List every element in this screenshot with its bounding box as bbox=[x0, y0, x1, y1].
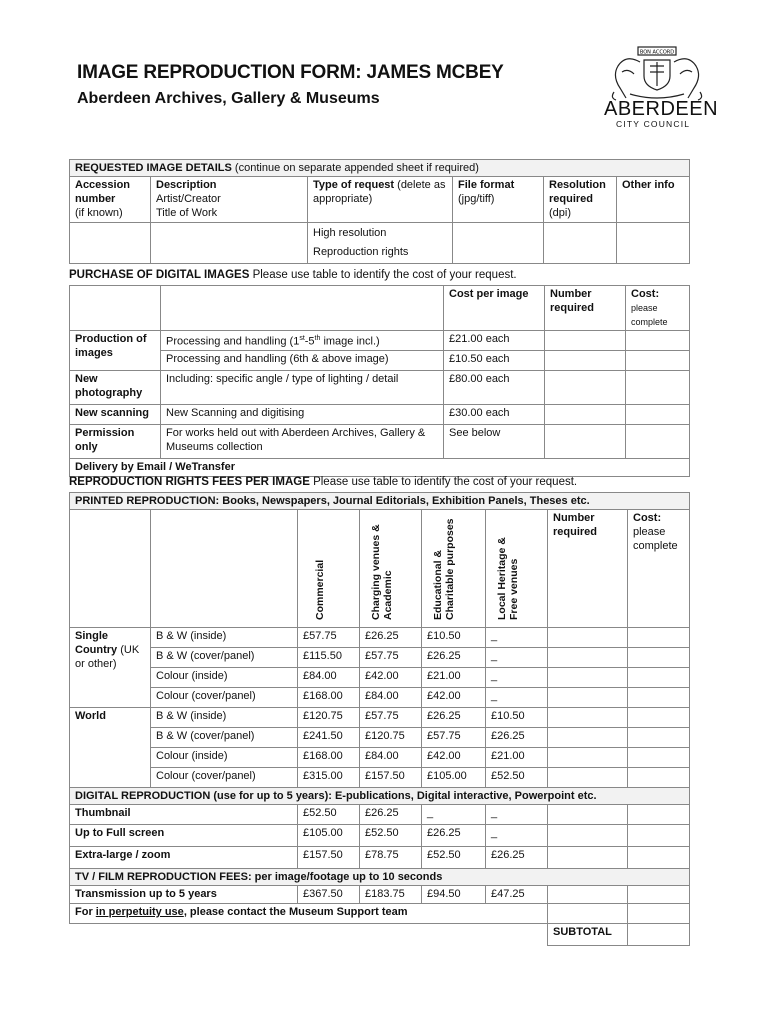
new-photography-number-input[interactable] bbox=[545, 371, 626, 405]
number-input[interactable] bbox=[548, 708, 628, 728]
delivery-note: Delivery by Email / WeTransfer bbox=[70, 459, 690, 477]
cost-input[interactable] bbox=[628, 825, 690, 847]
digital-row-educational: £26.25 bbox=[422, 825, 486, 847]
cost-input[interactable] bbox=[628, 628, 690, 648]
new-photography-cost: £80.00 each bbox=[444, 371, 545, 405]
processing-1-5-number-input[interactable] bbox=[545, 331, 626, 351]
perpetuity-note: For in perpetuity use, please contact the Museum Support team bbox=[70, 904, 548, 924]
file-format-input[interactable] bbox=[453, 223, 544, 264]
digital-row-local: _ bbox=[486, 805, 548, 825]
world-row-type: B & W (cover/panel) bbox=[151, 728, 298, 748]
requested-image-details-table bbox=[69, 159, 690, 264]
subtotal-label: SUBTOTAL bbox=[548, 924, 628, 946]
new-photography-desc: Including: specific angle / type of lighting / detail bbox=[161, 371, 444, 405]
number-input[interactable] bbox=[548, 768, 628, 788]
world-row-charging: £84.00 bbox=[360, 748, 422, 768]
permission-only-cost: See below bbox=[444, 425, 545, 459]
world-row-type: B & W (inside) bbox=[151, 708, 298, 728]
single-row-type: B & W (inside) bbox=[151, 628, 298, 648]
digital-row-local: £26.25 bbox=[486, 847, 548, 869]
new-scanning-cost: £30.00 each bbox=[444, 405, 545, 425]
tv-row-charging: £183.75 bbox=[360, 886, 422, 904]
number-input[interactable] bbox=[548, 847, 628, 869]
col-other-info: Other info bbox=[617, 177, 690, 223]
number-input[interactable] bbox=[548, 805, 628, 825]
resolution-input[interactable] bbox=[544, 223, 617, 264]
cost-per-image-header: Cost per image bbox=[444, 286, 545, 331]
single-row-type: Colour (cover/panel) bbox=[151, 688, 298, 708]
permission-only-desc: For works held out with Aberdeen Archives, Gallery & Museums collection bbox=[161, 425, 444, 459]
new-scanning-label: New scanning bbox=[70, 405, 161, 425]
world-row-charging: £120.75 bbox=[360, 728, 422, 748]
world-row-commercial: £241.50 bbox=[298, 728, 360, 748]
single-row-type: B & W (cover/panel) bbox=[151, 648, 298, 668]
single-row-educational: £10.50 bbox=[422, 628, 486, 648]
col-description: Description Artist/Creator Title of Work bbox=[151, 177, 308, 223]
col-file-format: File format (jpg/tiff) bbox=[453, 177, 544, 223]
new-scanning-desc: New Scanning and digitising bbox=[161, 405, 444, 425]
number-input[interactable] bbox=[548, 728, 628, 748]
digital-row-educational: _ bbox=[422, 805, 486, 825]
tv-row-commercial: £367.50 bbox=[298, 886, 360, 904]
number-input[interactable] bbox=[548, 825, 628, 847]
description-input[interactable] bbox=[151, 223, 308, 264]
single-row-commercial: £168.00 bbox=[298, 688, 360, 708]
new-photography-label: New photography bbox=[70, 371, 161, 405]
world-row-type: Colour (cover/panel) bbox=[151, 768, 298, 788]
digital-row-local: _ bbox=[486, 825, 548, 847]
svg-text:BON ACCORD: BON ACCORD bbox=[639, 49, 675, 56]
single-row-educational: £26.25 bbox=[422, 648, 486, 668]
permission-number-input[interactable] bbox=[545, 425, 626, 459]
col-type-of-request: Type of request (delete as appropriate) bbox=[308, 177, 453, 223]
requested-section-header: REQUESTED IMAGE DETAILS (continue on separate appended sheet if required) bbox=[70, 160, 690, 177]
world-row-educational: £57.75 bbox=[422, 728, 486, 748]
cost-input[interactable] bbox=[628, 768, 690, 788]
tv-row-local: £47.25 bbox=[486, 886, 548, 904]
world-row-charging: £57.75 bbox=[360, 708, 422, 728]
col-educational: Educational & Charitable purposes bbox=[422, 510, 486, 628]
number-required-header: Number required bbox=[545, 286, 626, 331]
single-row-educational: £42.00 bbox=[422, 688, 486, 708]
cost-input[interactable] bbox=[628, 847, 690, 869]
processing-6-number-input[interactable] bbox=[545, 351, 626, 371]
digital-row-commercial: £157.50 bbox=[298, 847, 360, 869]
tv-film-header: TV / FILM REPRODUCTION FEES: per image/footage up to 10 seconds bbox=[70, 869, 690, 886]
cost-input[interactable] bbox=[628, 688, 690, 708]
single-row-local: _ bbox=[486, 668, 548, 688]
single-row-commercial: £115.50 bbox=[298, 648, 360, 668]
single-row-local: _ bbox=[486, 648, 548, 668]
new-scanning-number-input[interactable] bbox=[545, 405, 626, 425]
number-input[interactable] bbox=[548, 648, 628, 668]
number-input[interactable] bbox=[548, 628, 628, 648]
digital-row-commercial: £52.50 bbox=[298, 805, 360, 825]
single-row-local: _ bbox=[486, 688, 548, 708]
number-input[interactable] bbox=[548, 668, 628, 688]
world-row-commercial: £315.00 bbox=[298, 768, 360, 788]
col-cost: Cost: please complete bbox=[628, 510, 690, 628]
col-commercial: Commercial bbox=[298, 510, 360, 628]
processing-1-5-desc: Processing and handling (1st-5th image incl.) bbox=[161, 331, 444, 351]
reproduction-rights-table bbox=[69, 492, 690, 946]
world-row-local: £26.25 bbox=[486, 728, 548, 748]
single-row-charging: £26.25 bbox=[360, 628, 422, 648]
single-country-label: Single Country (UK or other) bbox=[70, 628, 151, 708]
col-local-heritage: Local Heritage & Free venues bbox=[486, 510, 548, 628]
digital-reproduction-header: DIGITAL REPRODUCTION (use for up to 5 years): E-publications, Digital interactive, Powerpoint etc. bbox=[70, 788, 690, 805]
world-row-local: £52.50 bbox=[486, 768, 548, 788]
world-label: World bbox=[70, 708, 151, 788]
purchase-section-title: PURCHASE OF DIGITAL IMAGES Please use table to identify the cost of your request. bbox=[69, 269, 517, 281]
cost-input[interactable] bbox=[628, 728, 690, 748]
processing-6-desc: Processing and handling (6th & above image) bbox=[161, 351, 444, 371]
digital-row-type: Extra-large / zoom bbox=[70, 847, 298, 869]
cost-input[interactable] bbox=[628, 708, 690, 728]
number-input[interactable] bbox=[548, 886, 628, 904]
new-photography-cost-input[interactable] bbox=[626, 371, 690, 405]
processing-6-cost-input[interactable] bbox=[626, 351, 690, 371]
processing-1-5-cost: £21.00 each bbox=[444, 331, 545, 351]
other-info-input[interactable] bbox=[617, 223, 690, 264]
single-row-commercial: £84.00 bbox=[298, 668, 360, 688]
single-row-educational: £21.00 bbox=[422, 668, 486, 688]
world-row-commercial: £120.75 bbox=[298, 708, 360, 728]
accession-input[interactable] bbox=[70, 223, 151, 264]
logo-aberdeen-text: ABERDEEN bbox=[604, 98, 719, 120]
type-of-request-options[interactable]: High resolution Reproduction rights bbox=[308, 223, 453, 264]
cost-input[interactable] bbox=[628, 648, 690, 668]
cost-input[interactable] bbox=[628, 805, 690, 825]
new-scanning-cost-input[interactable] bbox=[626, 405, 690, 425]
single-row-charging: £42.00 bbox=[360, 668, 422, 688]
world-row-charging: £157.50 bbox=[360, 768, 422, 788]
processing-1-5-cost-input[interactable] bbox=[626, 331, 690, 351]
permission-cost-input[interactable] bbox=[626, 425, 690, 459]
cost-input[interactable] bbox=[628, 668, 690, 688]
single-row-local: _ bbox=[486, 628, 548, 648]
world-row-type: Colour (inside) bbox=[151, 748, 298, 768]
perpetuity-link[interactable]: in perpetuity use bbox=[95, 906, 184, 918]
rights-section-title: REPRODUCTION RIGHTS FEES PER IMAGE Please use table to identify the cost of your request. bbox=[69, 476, 578, 488]
single-row-type: Colour (inside) bbox=[151, 668, 298, 688]
digital-row-educational: £52.50 bbox=[422, 847, 486, 869]
logo-city-council-text: CITY COUNCIL bbox=[616, 119, 691, 129]
single-row-charging: £57.75 bbox=[360, 648, 422, 668]
page-title: IMAGE REPRODUCTION FORM: JAMES MCBEY bbox=[77, 62, 504, 83]
page-subtitle: Aberdeen Archives, Gallery & Museums bbox=[77, 90, 380, 107]
single-row-charging: £84.00 bbox=[360, 688, 422, 708]
world-row-educational: £26.25 bbox=[422, 708, 486, 728]
world-row-local: £10.50 bbox=[486, 708, 548, 728]
col-number-required: Number required bbox=[548, 510, 628, 628]
printed-reproduction-header: PRINTED REPRODUCTION: Books, Newspapers, Journal Editorials, Exhibition Panels, Theses etc. bbox=[70, 493, 690, 510]
cost-input[interactable] bbox=[628, 748, 690, 768]
number-input[interactable] bbox=[548, 748, 628, 768]
cost-header: Cost: please complete bbox=[626, 286, 690, 331]
col-accession: Accession number (if known) bbox=[70, 177, 151, 223]
world-row-commercial: £168.00 bbox=[298, 748, 360, 768]
col-resolution: Resolution required (dpi) bbox=[544, 177, 617, 223]
world-row-educational: £42.00 bbox=[422, 748, 486, 768]
digital-row-charging: £26.25 bbox=[360, 805, 422, 825]
tv-row-type: Transmission up to 5 years bbox=[70, 886, 298, 904]
permission-only-label: Permission only bbox=[70, 425, 161, 459]
subtotal-input[interactable] bbox=[628, 924, 690, 946]
digital-row-type: Up to Full screen bbox=[70, 825, 298, 847]
digital-row-type: Thumbnail bbox=[70, 805, 298, 825]
purchase-digital-images-table bbox=[69, 285, 690, 477]
single-row-commercial: £57.75 bbox=[298, 628, 360, 648]
world-row-educational: £105.00 bbox=[422, 768, 486, 788]
digital-row-charging: £78.75 bbox=[360, 847, 422, 869]
production-of-images-label: Production of images bbox=[70, 331, 161, 371]
world-row-local: £21.00 bbox=[486, 748, 548, 768]
processing-6-cost: £10.50 each bbox=[444, 351, 545, 371]
number-input[interactable] bbox=[548, 688, 628, 708]
cost-input[interactable] bbox=[628, 886, 690, 904]
tv-row-educational: £94.50 bbox=[422, 886, 486, 904]
digital-row-charging: £52.50 bbox=[360, 825, 422, 847]
digital-row-commercial: £105.00 bbox=[298, 825, 360, 847]
col-charging-venues: Charging venues & Academic bbox=[360, 510, 422, 628]
